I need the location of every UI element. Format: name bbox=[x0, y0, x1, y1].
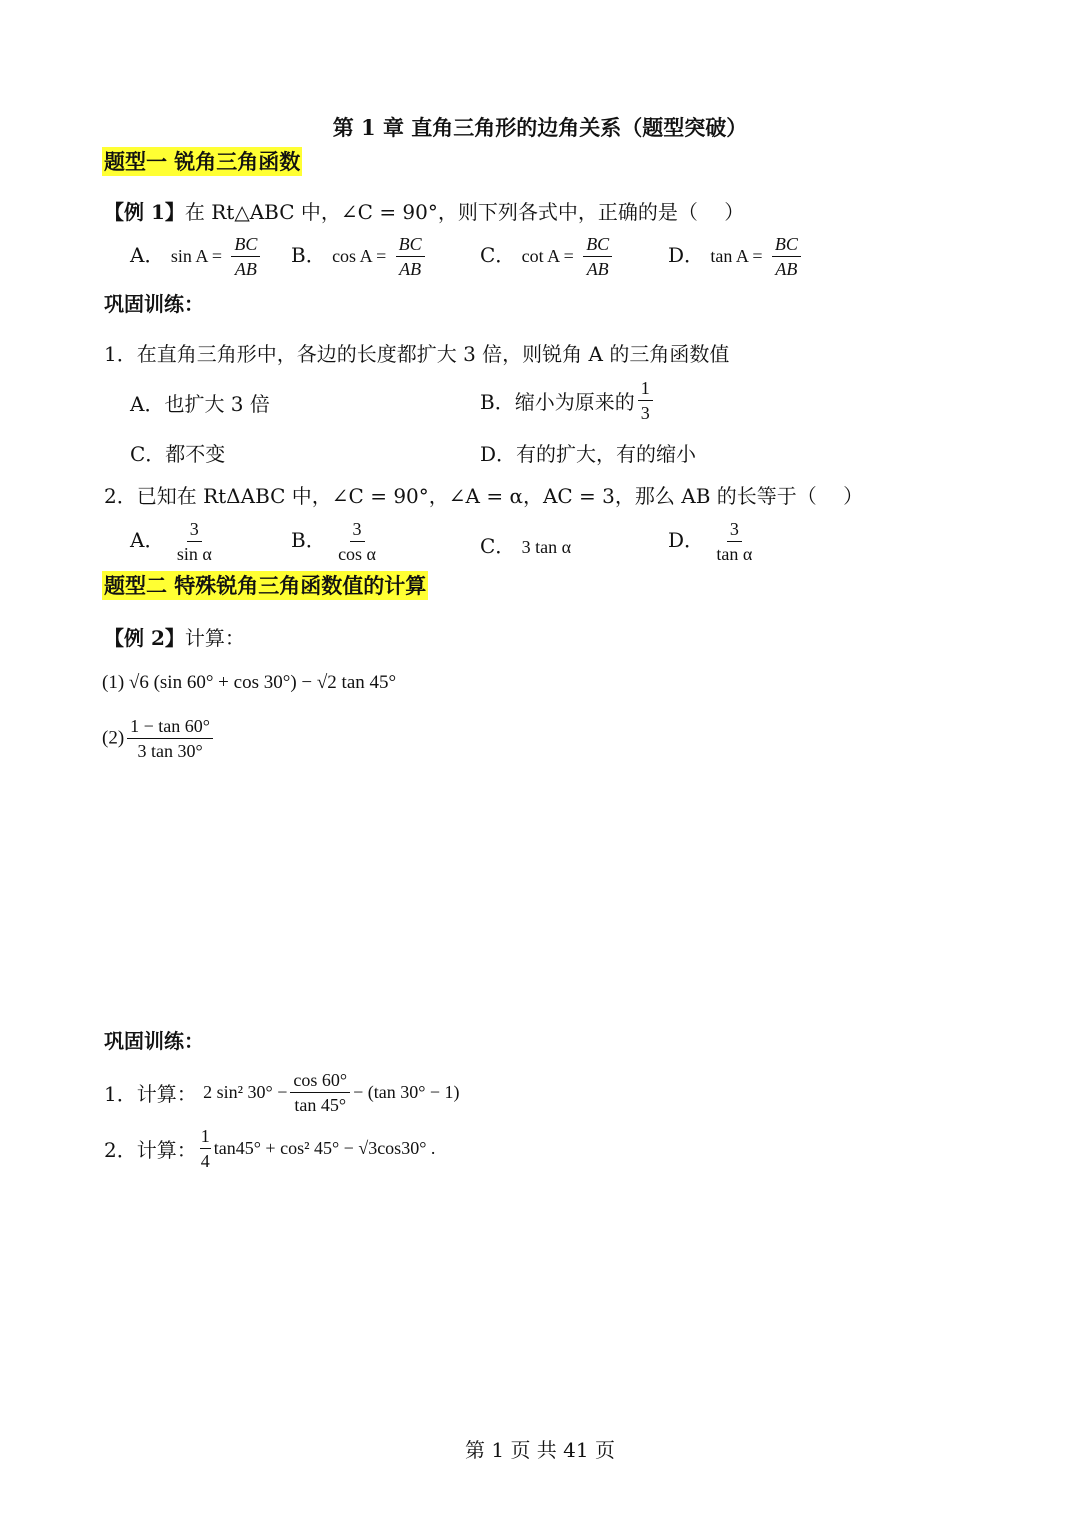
exercise-label: 2．计算： bbox=[104, 1138, 197, 1162]
option-label: C． bbox=[480, 243, 516, 267]
fraction-numerator: 1 bbox=[200, 1124, 211, 1149]
question-2-option-c bbox=[480, 530, 571, 559]
fraction-denominator: 3 tan 30° bbox=[137, 741, 203, 761]
question-2-option-b bbox=[291, 517, 382, 566]
section-heading-type1-text: 题型一 锐角三角函数 bbox=[104, 149, 301, 174]
example-2 bbox=[104, 622, 245, 651]
question-2-option-a bbox=[130, 517, 218, 566]
fraction-numerator: 3 bbox=[727, 517, 742, 542]
example-1-option-d bbox=[668, 232, 804, 281]
option-text: B．缩小为原来的 bbox=[480, 390, 635, 414]
example-2-label: 【例 2】 bbox=[104, 626, 185, 650]
fraction-numerator: BC bbox=[772, 232, 801, 257]
option-fraction bbox=[713, 517, 755, 566]
question-1-option-c: C．都不变 bbox=[130, 442, 226, 466]
fraction-numerator: cos 60° bbox=[290, 1068, 350, 1093]
page-title: 第 1 章 直角三角形的边角关系（题型突破） bbox=[332, 115, 748, 140]
question-1: 1．在直角三角形中，各边的长度都扩大 3 倍，则锐角 A 的三角函数值 bbox=[104, 342, 730, 366]
fraction-numerator: BC bbox=[231, 232, 260, 257]
practice-label: 巩固训练： bbox=[104, 292, 204, 316]
exercise-expr-b: − (tan 30° − 1) bbox=[353, 1082, 460, 1102]
option-fraction bbox=[396, 232, 425, 281]
example-2-part-2 bbox=[102, 714, 216, 763]
option-fraction bbox=[638, 376, 653, 425]
option-expr: sin A = bbox=[170, 246, 222, 266]
section-heading-type2-text: 题型二 特殊锐角三角函数值的计算 bbox=[104, 573, 427, 598]
exercise-fraction bbox=[200, 1124, 211, 1173]
fraction-numerator: 3 bbox=[350, 517, 365, 542]
exercise-fraction bbox=[290, 1068, 350, 1117]
section-heading-type1 bbox=[102, 146, 302, 176]
question-2-option-d bbox=[668, 517, 758, 566]
example-1 bbox=[104, 196, 744, 225]
option-expr: cot A = bbox=[521, 246, 574, 266]
option-fraction bbox=[231, 232, 260, 281]
exercise-expr: tan45° + cos² 45° − √3cos30° . bbox=[213, 1138, 436, 1158]
example-1-option-c bbox=[480, 232, 615, 281]
fraction-denominator: cos α bbox=[338, 544, 376, 564]
option-expr: cos A = bbox=[332, 246, 387, 266]
part-label: (2) bbox=[102, 727, 125, 749]
practice-label-2: 巩固训练： bbox=[104, 1029, 204, 1053]
option-label: B． bbox=[291, 528, 326, 552]
fraction-denominator: AB bbox=[775, 259, 798, 279]
option-label: A． bbox=[130, 243, 165, 267]
section-heading-type2 bbox=[102, 570, 428, 600]
fraction-numerator: BC bbox=[396, 232, 425, 257]
example-2-part-1: (1) √6 (sin 60° + cos 30°) − √2 tan 45° bbox=[102, 672, 397, 693]
example-1-option-a bbox=[130, 232, 263, 281]
fraction-denominator: tan α bbox=[716, 544, 753, 564]
option-fraction bbox=[335, 517, 379, 566]
fraction-denominator: tan 45° bbox=[294, 1095, 347, 1115]
question-2: 2．已知在 RtΔABC 中，∠C = 90°，∠A = α，AC = 3，那么 AB 的长等于（ ） bbox=[104, 484, 864, 508]
exercise-label: 1．计算： bbox=[104, 1082, 197, 1106]
option-label: C． bbox=[480, 534, 516, 558]
fraction-numerator: 3 bbox=[187, 517, 202, 542]
option-label: D． bbox=[668, 243, 705, 267]
fraction-denominator: AB bbox=[399, 259, 422, 279]
exercise-expr-a: 2 sin² 30° − bbox=[203, 1082, 288, 1102]
question-1-option-d: D．有的扩大，有的缩小 bbox=[480, 442, 697, 466]
exercise-1 bbox=[104, 1068, 460, 1117]
example-1-option-b bbox=[291, 232, 428, 281]
fraction-numerator: 1 bbox=[638, 376, 653, 401]
fraction-denominator: 4 bbox=[200, 1151, 210, 1171]
option-label: D． bbox=[668, 528, 705, 552]
example-1-text: 在 Rt△ABC 中，∠C = 90°，则下列各式中，正确的是（ ） bbox=[184, 200, 745, 224]
question-1-option-a: A．也扩大 3 倍 bbox=[130, 392, 270, 416]
option-label: B． bbox=[291, 243, 326, 267]
example-2-text: 计算： bbox=[184, 626, 245, 650]
example-1-label: 【例 1】 bbox=[104, 200, 185, 224]
part-fraction bbox=[127, 714, 213, 763]
option-fraction bbox=[772, 232, 801, 281]
fraction-denominator: 3 bbox=[640, 403, 650, 423]
fraction-denominator: sin α bbox=[176, 544, 212, 564]
page-footer: 第 1 页 共 41 页 bbox=[465, 1438, 615, 1462]
option-fraction bbox=[174, 517, 215, 566]
question-1-option-b bbox=[480, 376, 656, 425]
option-expr: tan A = bbox=[710, 246, 763, 266]
fraction-numerator: 1 − tan 60° bbox=[127, 714, 213, 739]
option-expr: 3 tan α bbox=[521, 537, 572, 557]
fraction-numerator: BC bbox=[583, 232, 612, 257]
fraction-denominator: AB bbox=[586, 259, 609, 279]
fraction-denominator: AB bbox=[234, 259, 257, 279]
option-label: A． bbox=[130, 528, 165, 552]
option-fraction bbox=[583, 232, 612, 281]
exercise-2 bbox=[104, 1124, 435, 1173]
